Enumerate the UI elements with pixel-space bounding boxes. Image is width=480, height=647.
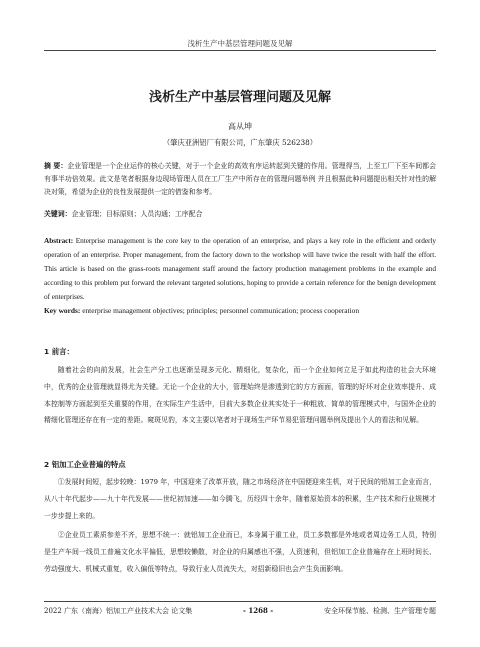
running-head: 浅析生产中基层管理问题及见解 [187, 39, 293, 48]
footer-rule [44, 601, 436, 602]
keywords-en-text: enterprise management objectives; principles; personnel communication; process cooperation [80, 306, 360, 315]
abstract-en [44, 234, 436, 304]
abstract-zh-text: 企业管理是一个企业运作的核心关键，对于一个企业的高效有序运转起到关键的作用。管理得当，上至工厂下至车间都会有事半功倍效果。此文是笔者根据身边现场管理人员在工厂生产中所存在的管理问题举例 并且根据此种问题提出相关针对性的解决对策，希望为企业的良性发展提供一定的借鉴和参考。 [44, 162, 436, 196]
section-1-heading: 1 前言： [44, 347, 74, 356]
author-affiliation: （肇庆亚洲铝厂有限公司，广东肇庆 526238） [162, 138, 318, 147]
footer-topic: 安全环保节能、检测、生产管理专题 [324, 607, 436, 615]
header-rule [44, 50, 436, 51]
page-footer [44, 606, 436, 616]
abstract-zh-label: 摘 要： [44, 162, 68, 170]
page-number: - 1268 - [243, 606, 274, 615]
section-2-heading: 2 铝加工企业普遍的特点 [44, 460, 126, 469]
abstract-en-label: Abstract: [44, 236, 74, 245]
section-2-paragraph-2: ②企业员工素质参差不齐，思想不统一：就铝加工企业而已，本身属于重工业，员工多数都是外地或者周边务工人员，特别是生产车间一线员工普遍文化水平偏低，思想较懒散，对企业的归属感也不强，人资速利，但铝加工企业普遍存在上班时间长、劳动强度大、机械式重复，收入偏低等特点，导致行业人员流失大，对招新稳旧也会产生负面影响。 [44, 531, 436, 573]
keywords-zh [44, 208, 436, 221]
paper-title: 浅析生产中基层管理问题及见解 [148, 90, 331, 105]
section-2-paragraph-1: ①发展时间短，起步较晚：1979 年，中国迎来了改革开放，随之市场经济在中国便迎来生机，对于民间的铝加工企业而言，从八十年代起步——九十年代发展——世纪初加速——如今腾飞，历经四十余年，随着原始资本的积累，生产技术和行业规模才一步步提上来的。 [44, 478, 436, 520]
section-1-paragraph: 随着社会的向前发展，社会生产分工也逐渐呈现多元化、精细化，复杂化，而一个企业如何立足于如此构造的社会大环境中，优秀的企业管理就显得尤为关键。无论一个企业的大小，管理始终是渗透到它的方方面面，管理的好坏对企业效率提升、成本控制等方面起到至关重要的作用，在实际生产生活中，目前大多数企业其实处于一种粗放、简单的管理模式中，与国外企业的精细化管理还存在有一定的差距。窥斑见豹，本文主要以笔者对于现场生产环节易犯管理问题举例及提出个人的看法和见解。 [44, 366, 436, 425]
footer-proceedings: 2022 广东（南海）铝加工产业技术大会 论文集 [44, 607, 193, 615]
abstract-zh [44, 160, 436, 199]
keywords-en-label: Key words: [44, 306, 81, 315]
keywords-zh-text: 企业管理；目标原则；人员沟通；工序配合 [71, 210, 203, 218]
author-name: 高从坤 [228, 122, 252, 131]
keywords-en [44, 304, 436, 317]
abstract-en-text: Enterprise management is the core key to the operation of an enterprise, and plays a key role in the efficient and orderly operation of an enterprise. Proper management, from the factory down to the workshop will have twice the result with half the effort. This article is based on the grass-roots management staff around the factory production management problems in the example and according to this problem put forward the relevant targeted solutions, hoping to provide a certain reference for the benign development of enterprises. [44, 236, 436, 302]
keywords-zh-label: 关键词： [44, 210, 72, 218]
